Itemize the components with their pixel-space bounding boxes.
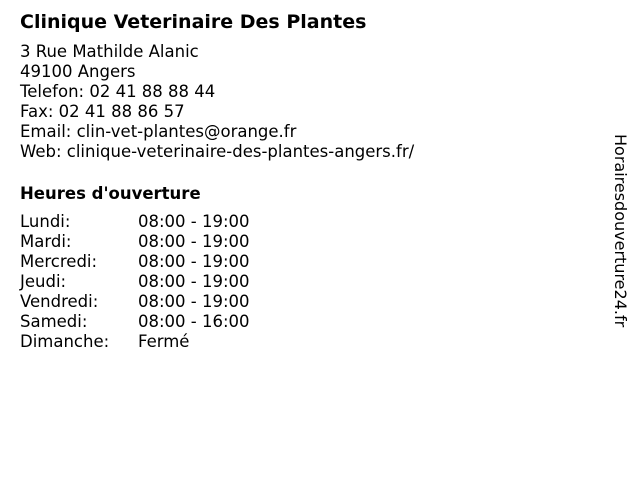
opening-hours-heading: Heures d'ouverture [20,184,201,203]
email-address[interactable]: Email: clin-vet-plantes@orange.fr [20,122,297,141]
day-hours: 08:00 - 19:00 [138,272,250,291]
day-label: Mercredi: [20,252,98,271]
day-hours: 08:00 - 19:00 [138,232,250,251]
hours-row-dimanche [20,332,600,352]
hours-row-vendredi [20,292,600,312]
day-hours: 08:00 - 19:00 [138,212,250,231]
day-hours: Fermé [138,332,190,351]
business-card [20,8,600,352]
day-label: Vendredi: [20,292,99,311]
website-link[interactable]: Web: clinique-veterinaire-des-plantes-angers.fr/ [20,142,415,161]
phone-number[interactable]: Telefon: 02 41 88 88 44 [20,82,216,101]
city-postcode: 49100 Angers [20,62,136,81]
opening-hours-table [20,212,600,352]
contact-block [20,42,600,162]
watermark-site-name: Horairesdouverture24.fr [611,134,630,328]
day-label: Lundi: [20,212,71,231]
business-name: Clinique Veterinaire Des Plantes [20,11,367,33]
day-label: Jeudi: [20,272,67,291]
day-hours: 08:00 - 19:00 [138,252,250,271]
hours-row-mercredi [20,252,600,272]
hours-row-mardi [20,232,600,252]
fax-number: Fax: 02 41 88 86 57 [20,102,185,121]
day-label: Dimanche: [20,332,110,351]
hours-row-jeudi [20,272,600,292]
day-label: Mardi: [20,232,72,251]
day-hours: 08:00 - 16:00 [138,312,250,331]
day-hours: 08:00 - 19:00 [138,292,250,311]
street-address: 3 Rue Mathilde Alanic [20,42,199,61]
hours-row-samedi [20,312,600,332]
hours-row-lundi [20,212,600,232]
day-label: Samedi: [20,312,88,331]
